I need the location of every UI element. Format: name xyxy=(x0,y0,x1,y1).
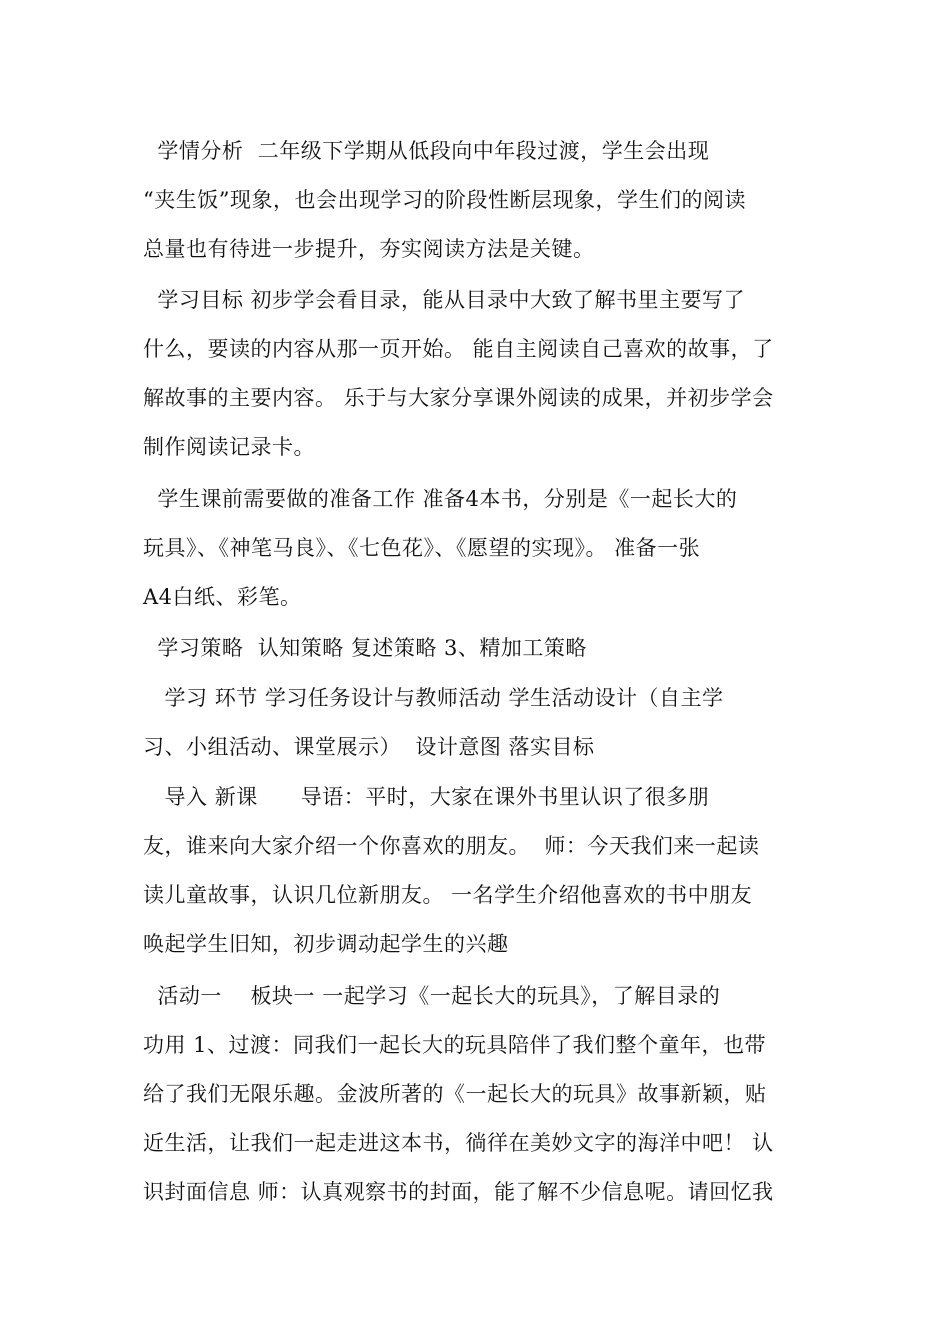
text-line: “夹生饭”现象，也会出现学习的阶段性断层现象，学生们的阅读 xyxy=(143,188,746,212)
text-line: 学习 环节 学习任务设计与教师活动 学生活动设计（自主学 xyxy=(143,686,724,710)
paragraph-learning-goals xyxy=(143,276,809,472)
text-line: 近生活，让我们一起走进这本书，徜徉在美妙文字的海洋中吧！ 认 xyxy=(143,1131,774,1155)
paragraph-table-headers xyxy=(143,674,809,772)
text-line: 读儿童故事，认识几位新朋友。 一名学生介绍他喜欢的书中朋友 xyxy=(143,883,753,907)
text-line: A4白纸、彩笔。 xyxy=(143,585,302,609)
text-line: 学情分析 二年级下学期从低段向中年段过渡，学生会出现 xyxy=(143,139,710,163)
text-line: 总量也有待进一步提升，夯实阅读方法是关键。 xyxy=(143,237,595,261)
text-line: 玩具》、《神笔马良》、《七色花》、《愿望的实现》。 准备一张 xyxy=(143,536,701,560)
paragraph-activity-one xyxy=(143,972,809,1217)
paragraph-introduction xyxy=(143,773,809,969)
text-line: 学习策略 认知策略 复述策略 3、精加工策略 xyxy=(143,636,587,660)
text-line: 解故事的主要内容。 乐于与大家分享课外阅读的成果，并初步学会 xyxy=(143,386,774,410)
text-line: 识封面信息 师：认真观察书的封面，能了解不少信息呢。请回忆我 xyxy=(143,1180,774,1204)
text-line: 习、小组活动、课堂展示） 设计意图 落实目标 xyxy=(143,735,595,759)
text-line: 功用 1、过渡：同我们一起长大的玩具陪伴了我们整个童年，也带 xyxy=(143,1033,767,1057)
text-line: 制作阅读记录卡。 xyxy=(143,435,315,459)
text-line: 学生课前需要做的准备工作 准备4本书，分别是《一起长大的 xyxy=(143,487,738,511)
text-line: 给了我们无限乐趣。金波所著的《一起长大的玩具》故事新颖，贴 xyxy=(143,1082,767,1106)
paragraph-learning-strategy xyxy=(143,624,809,673)
paragraph-learning-analysis xyxy=(143,127,809,274)
text-line: 唤起学生旧知，初步调动起学生的兴趣 xyxy=(143,932,509,956)
text-line: 活动一 板块一 一起学习《一起长大的玩具》，了解目录的 xyxy=(143,984,721,1008)
text-line: 什么，要读的内容从那一页开始。 能自主阅读自己喜欢的故事，了 xyxy=(143,337,774,361)
text-line: 友，谁来向大家介绍一个你喜欢的朋友。 师：今天我们来一起读 xyxy=(143,834,760,858)
paragraph-preparation xyxy=(143,475,809,622)
text-line: 学习目标 初步学会看目录，能从目录中大致了解书里主要写了 xyxy=(143,288,746,312)
text-line: 导入 新课 导语：平时，大家在课外书里认识了很多朋 xyxy=(143,785,710,809)
